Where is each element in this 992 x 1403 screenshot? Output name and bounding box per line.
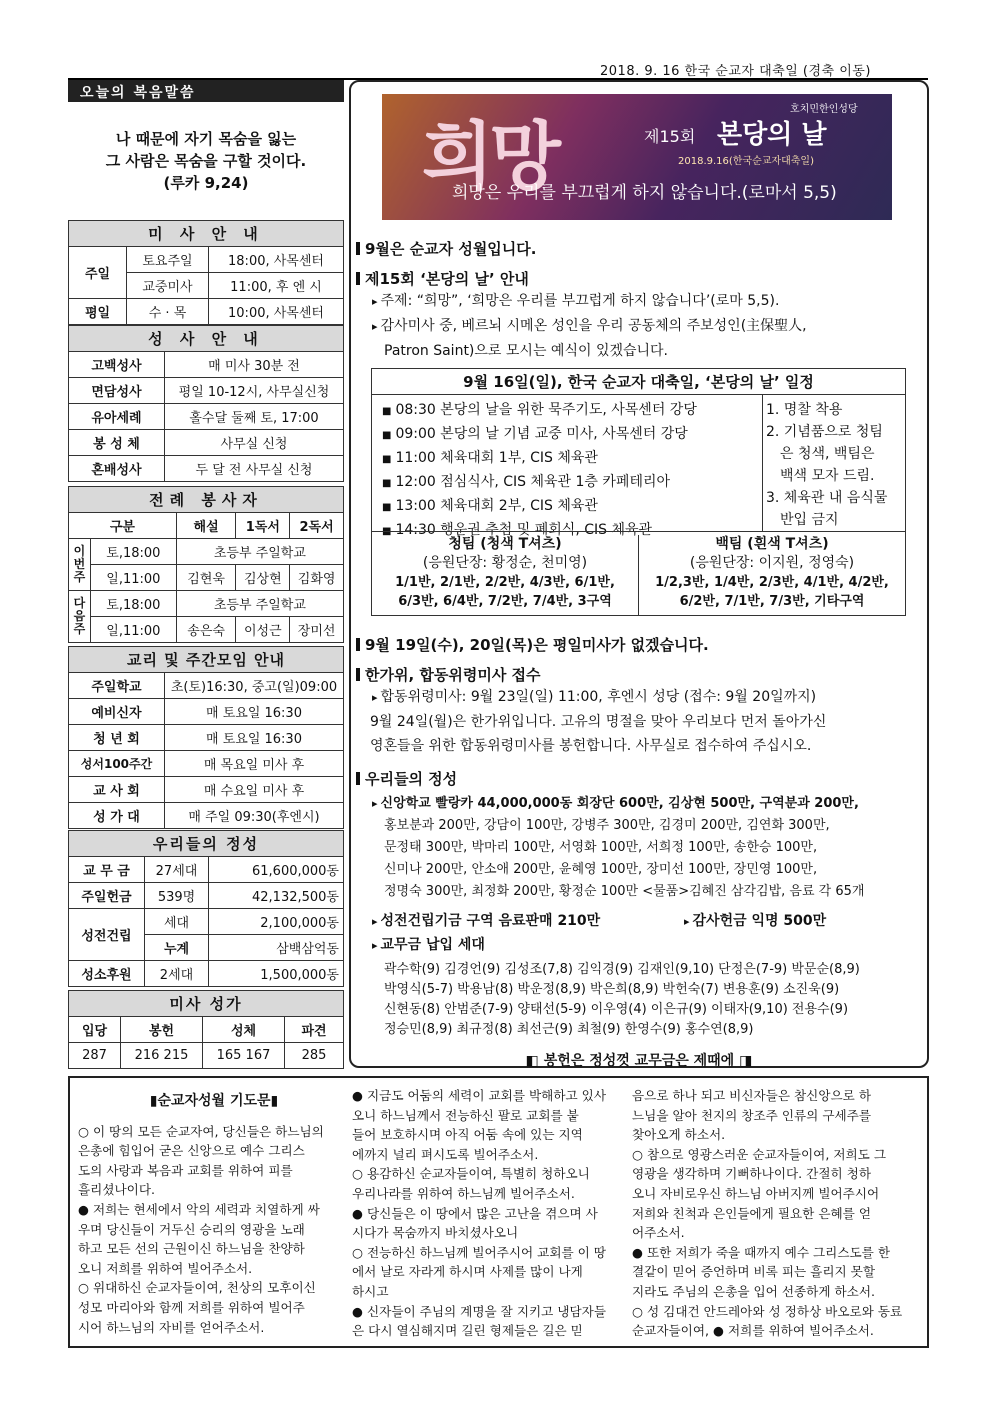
team-title: 백팀 (흰색 T셔츠) xyxy=(715,536,829,552)
sacrament-value: 평일 10-12시, 사무실신청 xyxy=(165,378,344,404)
prayer-line: 은총에 힘입어 굳은 신앙으로 예수 그리스 xyxy=(78,1143,305,1159)
team-title: 청팀 (청색 T셔츠) xyxy=(448,536,562,552)
liturgy-head: 1독서 xyxy=(236,513,290,539)
prayer-line: ○ 위대하신 순교자들이여, 천상의 모후이신 xyxy=(78,1280,316,1296)
prayer-line: ● 저희는 현세에서 악의 세력과 치열하게 싸 xyxy=(78,1201,320,1217)
prayer-line: 찾아오게 하소서. xyxy=(632,1127,726,1143)
prayer-line: 시어 하느님의 자비를 얻어주소서. xyxy=(78,1319,265,1335)
offering-line: 정명숙 300만, 최정화 200만, 황정순 100만 <물품>김혜진 삼각김밥, 음료 각 65개 xyxy=(384,884,865,899)
prayer-line: 은 다시 열심해지며 길린 형제들은 길은 믿 xyxy=(352,1323,583,1339)
mass-time: 18:00, 사목센터 xyxy=(209,247,344,273)
schedule-note: 1. 명찰 착용 xyxy=(766,402,843,418)
news-heading: 제15회 ‘본당의 날’ 안내 xyxy=(356,268,924,289)
date-line: 2018. 9. 16 한국 순교자 대축일 (경축 이동) xyxy=(600,64,871,79)
prayer-line: 에까지 널리 펴시도록 빌어주소서. xyxy=(352,1146,539,1162)
prayer-line: ● 또한 저희가 죽을 때까지 예수 그리스도를 한 xyxy=(632,1244,890,1260)
meeting-value: 매 주일 09:30(후엔시) xyxy=(165,803,344,829)
prayer-line: ○ 용감하신 순교자들이여, 특별히 청하오니 xyxy=(352,1166,590,1182)
prayer-col-1 xyxy=(78,1086,350,1337)
banner-number: 제15회 xyxy=(644,127,696,146)
mass-name: 수 · 목 xyxy=(127,299,209,325)
offering-line: 문정태 300만, 박마리 100만, 서영화 100만, 서희정 100만, 송한승 100만, xyxy=(384,840,818,855)
schedule-item: ■ 08:30 본당의 날을 위한 묵주기도, 사목센터 강당 xyxy=(382,399,762,423)
mass-group: 평일 xyxy=(69,299,127,325)
prayer-line: 시다가 목숨까지 바치셨사오니 xyxy=(352,1225,519,1241)
prayer-line: 도의 사랑과 복음과 교회를 위하여 피를 xyxy=(78,1162,293,1178)
schedule-box xyxy=(371,368,906,616)
liturgy-c1: 송은숙 xyxy=(176,617,236,643)
gospel-ref: (루카 9,24) xyxy=(163,174,249,192)
schedule-item: ■ 12:00 점심식사, CIS 체육관 1층 카페테리아 xyxy=(382,471,762,495)
prayer-line: 느님을 알아 천지의 창조주 인류의 구세주를 xyxy=(632,1107,871,1123)
prayer-line: ● 당신들은 이 땅에서 많은 고난을 겪으며 사 xyxy=(352,1205,598,1221)
news-heading: 9월은 순교자 성월입니다. xyxy=(356,238,924,259)
prayer-line: 우리나라를 위하여 하느님께 빌어주소서. xyxy=(352,1185,575,1201)
gospel-line: 나 때문에 자기 목숨을 잃는 xyxy=(115,130,297,148)
building-fund: ▸ 성전건립기금 구역 음료판매 210만 xyxy=(372,913,600,929)
schedule-divider xyxy=(762,395,763,531)
prayer-line: 오니 자비로우신 하느님 아버지께 빌어주시어 xyxy=(632,1185,880,1201)
meeting-value: 초(토)16:30, 중고(일)09:00 xyxy=(165,673,344,699)
sacrament-name: 면담성사 xyxy=(69,378,165,404)
news-line: 9월 24일(월)은 한가위입니다. 고유의 명절을 맞아 우리보다 먼저 돌아가신 xyxy=(370,714,827,730)
news-heading: 우리들의 정성 xyxy=(356,768,924,789)
mass-name: 토요주일 xyxy=(127,247,209,273)
prayer-line: 음으로 하나 되고 비신자들은 참신앙으로 하 xyxy=(632,1088,871,1103)
prayer-line: 오니 저희를 위하여 빌어주소서. xyxy=(78,1260,253,1276)
anniversary-banner xyxy=(382,94,892,220)
banner-motto: 희망은 우리를 부끄럽게 하지 않습니다.(로마서 5,5) xyxy=(452,183,837,203)
news-heading: 한가위, 합동위령미사 접수 xyxy=(356,664,924,685)
prayer-line: 지라도 주님의 은총을 입어 선종하게 하소서. xyxy=(632,1283,875,1299)
thanks-offering: ▸ 감사헌금 익명 500만 xyxy=(684,910,826,930)
hymn-value: 165 167 xyxy=(203,1043,285,1069)
support-amount: 1,500,000동 xyxy=(209,961,344,987)
offering-count: 539명 xyxy=(145,883,209,909)
liturgy-head: 2독서 xyxy=(290,513,344,539)
blue-team xyxy=(372,535,638,611)
team-groups: 1/2,3반, 1/4반, 2/3반, 4/1반, 4/2반, xyxy=(655,575,889,590)
meeting-value: 매 목요일 미사 후 xyxy=(165,751,344,777)
mass-title: 미 사 안 내 xyxy=(69,221,344,247)
prayer-line: 성모 마리아와 함께 저희를 위하여 빌어주 xyxy=(78,1299,305,1315)
tithe-line: 신현동(8) 안범준(7-9) 양태선(5-9) 이우영(4) 이은규(9) 이태자(9,10) 전용수(9) xyxy=(384,1002,849,1017)
schedule-notes xyxy=(766,399,904,531)
liturgy-c1: 초등부 주일학교 xyxy=(176,591,343,617)
mass-table xyxy=(68,220,344,325)
hymn-value: 285 xyxy=(285,1043,344,1069)
prayer-line: 오니 하느님께서 전능하신 팔로 교회를 붙 xyxy=(352,1107,579,1123)
prayer-line: ○ 전능하신 하느님께 빌어주시어 교회를 이 땅 xyxy=(352,1244,606,1260)
prayer-line: 저희와 친척과 은인들에게 필요한 은혜를 얻 xyxy=(632,1205,871,1221)
offering-list xyxy=(356,793,924,903)
prayer-line: ● 지금도 어둠의 세력이 교회를 박해하고 있사 xyxy=(352,1088,606,1103)
offering-name: 교 무 금 xyxy=(69,857,145,883)
banner-date: 2018.9.16(한국순교자대축일) xyxy=(678,156,814,167)
hymn-value: 216 215 xyxy=(121,1043,203,1069)
team-groups: 6/3반, 6/4반, 7/2반, 7/4반, 3구역 xyxy=(398,594,612,609)
liturgy-c2: 이성근 xyxy=(236,617,290,643)
team-leaders: (응원단장: 이지원, 정영숙) xyxy=(689,555,855,571)
meeting-value: 매 토요일 16:30 xyxy=(165,725,344,751)
prayer-line: 어주소서. xyxy=(632,1225,685,1241)
news-line: 영혼들을 위한 합동위령미사를 봉헌합니다. 사무실로 접수하여 주십시오. xyxy=(370,738,812,754)
white-team xyxy=(638,535,905,615)
liturgy-day: 일,11:00 xyxy=(90,617,176,643)
prayer-col-2 xyxy=(352,1086,632,1341)
next-week-label: 다음주 xyxy=(69,591,91,643)
support-count: 2세대 xyxy=(145,961,209,987)
prayer-line: 하고 모든 선의 근원이신 하느님을 찬양하 xyxy=(78,1241,305,1257)
news-5 xyxy=(356,768,924,903)
schedule-item: ■ 09:00 본당의 날 기념 교중 미사, 사목센터 강당 xyxy=(382,423,762,447)
liturgy-day: 토,18:00 xyxy=(90,539,176,565)
meeting-value: 매 토요일 16:30 xyxy=(165,699,344,725)
gospel-line: 그 사람은 목숨을 구할 것이다. xyxy=(105,152,307,170)
schedule-note: 백색 모자 드림. xyxy=(780,468,875,484)
offering-amount: 42,132,500동 xyxy=(209,883,344,909)
prayer-line: ○ 이 땅의 모든 순교자여, 당신들은 하느님의 xyxy=(78,1123,324,1139)
news-line: Patron Saint)으로 모시는 예식이 있겠습니다. xyxy=(384,343,669,359)
building-value: 2,100,000동 xyxy=(209,909,344,935)
schedule-list xyxy=(382,399,762,543)
team-leaders: (응원단장: 황정순, 천미영) xyxy=(422,555,588,571)
hymn-head: 성체 xyxy=(203,1017,285,1043)
liturgy-head: 구분 xyxy=(69,513,177,539)
liturgy-title: 전례 봉사자 xyxy=(69,487,344,513)
fund-line xyxy=(356,910,924,930)
hymn-head: 입당 xyxy=(69,1017,121,1043)
news-line: ▸ 주제: “희망”, ‘희망은 우리를 부끄럽게 하지 않습니다’(로마 5,5). xyxy=(356,289,924,314)
prayer-line: 하시고 xyxy=(352,1283,389,1299)
schedule-title: 9월 16일(일), 한국 순교자 대축일, ‘본당의 날’ 일정 xyxy=(372,369,905,395)
sacrament-name: 유아세례 xyxy=(69,404,165,430)
building-name: 성전건립 xyxy=(69,909,145,961)
sacrament-name: 혼배성사 xyxy=(69,456,165,482)
prayer-line: ● 신자들이 주님의 계명을 잘 지키고 냉담자들 xyxy=(352,1303,606,1319)
offering-count: 27세대 xyxy=(145,857,209,883)
liturgy-head: 해설 xyxy=(176,513,236,539)
mass-time: 10:00, 사목센터 xyxy=(209,299,344,325)
meetings-table xyxy=(68,646,344,829)
hymn-value: 287 xyxy=(69,1043,121,1069)
news-2 xyxy=(356,268,924,363)
tithe-title: ▸ 교무금 납입 세대 xyxy=(372,937,485,953)
mass-name: 교중미사 xyxy=(127,273,209,299)
prayer-box xyxy=(68,1076,929,1348)
liturgy-c3: 김화영 xyxy=(290,565,344,591)
schedule-item: ■ 11:00 체육대회 1부, CIS 체육관 xyxy=(382,447,762,471)
building-label: 세대 xyxy=(145,909,209,935)
prayer-title: ▮순교자성월 기도문▮ xyxy=(149,1093,279,1109)
prayer-line: 결같이 믿어 증언하며 비록 피는 흘리지 못할 xyxy=(632,1264,875,1280)
meeting-name: 성서100주간 xyxy=(69,751,165,777)
schedule-item: ■ 14:30 행운권 추첨 및 폐회식, CIS 체육관 xyxy=(382,519,762,543)
offering-line: 홍보분과 200만, 강담이 100만, 강병주 300만, 김경미 200만, 김연화 300만, xyxy=(384,818,830,833)
hymns-title: 미사 성가 xyxy=(69,991,344,1017)
offering-amount: 61,600,000동 xyxy=(209,857,344,883)
prayer-line: 들어 보호하시며 아직 어둠 속에 있는 지역 xyxy=(352,1127,583,1143)
tithe-header xyxy=(356,934,924,954)
tithe-line: 박영식(5-7) 박용남(8) 박운정(8,9) 박은희(8,9) 박헌숙(7) 변용훈(9) 소진욱(9) xyxy=(384,982,840,997)
mass-time: 11:00, 후 엔 시 xyxy=(209,273,344,299)
sacrament-title: 성 사 안 내 xyxy=(69,326,344,352)
prayer-line: 순교자들이여, ● 저희를 위하여 빌어주소서. xyxy=(632,1323,874,1339)
schedule-note: 2. 기념품으로 청팀 xyxy=(766,424,883,440)
news-4 xyxy=(356,664,924,758)
offerings-title: 우리들의 정성 xyxy=(69,831,344,857)
hymn-head: 파견 xyxy=(285,1017,344,1043)
prayer-line: 흘리셨나이다. xyxy=(78,1182,155,1198)
sacrament-value: 사무실 신청 xyxy=(165,430,344,456)
liturgy-c1: 김현욱 xyxy=(176,565,236,591)
sacrament-value: 매 미사 30분 전 xyxy=(165,352,344,378)
sacrament-table xyxy=(68,325,344,482)
news-heading: 9월 19일(수), 20일(목)은 평일미사가 없겠습니다. xyxy=(356,634,924,655)
sacrament-name: 고백성사 xyxy=(69,352,165,378)
team-groups: 1/1반, 2/1반, 2/2반, 4/3반, 6/1반, xyxy=(395,575,615,590)
building-label: 누계 xyxy=(145,935,209,961)
team-groups: 6/2반, 7/1반, 7/3반, 기타구역 xyxy=(679,594,865,609)
news-line: ▸ 감사미사 중, 베르뇌 시메온 성인을 우리 공동체의 주보성인(主保聖人, xyxy=(356,314,924,339)
schedule-note: 은 청색, 백팀은 xyxy=(780,446,875,462)
news-3 xyxy=(356,634,924,655)
hymns-table xyxy=(68,990,344,1069)
building-value: 삼백삼억동 xyxy=(209,935,344,961)
liturgy-day: 토,18:00 xyxy=(90,591,176,617)
liturgy-c2: 김상현 xyxy=(236,565,290,591)
support-name: 성소후원 xyxy=(69,961,145,987)
offering-line: 신미나 200만, 안소애 200만, 윤혜영 100만, 장미선 100만, 장민영 100만, xyxy=(384,862,818,877)
tithe-names xyxy=(356,960,924,1040)
meeting-name: 교 사 회 xyxy=(69,777,165,803)
mass-group: 주일 xyxy=(69,247,127,299)
prayer-line: ○ 성 김대건 안드레아와 성 정하상 바오로와 동료 xyxy=(632,1303,903,1319)
prayer-line: ○ 참으로 영광스러운 순교자들이여, 저희도 그 xyxy=(632,1146,886,1162)
schedule-note: 3. 체육관 내 음식물 xyxy=(766,490,888,506)
liturgy-c3: 장미선 xyxy=(290,617,344,643)
banner-hope: 희망 xyxy=(422,114,557,200)
offering-name: 주일헌금 xyxy=(69,883,145,909)
sacrament-value: 홀수달 둘째 토, 17:00 xyxy=(165,404,344,430)
gospel-text xyxy=(68,128,344,194)
liturgy-day: 일,11:00 xyxy=(90,565,176,591)
liturgy-c1: 초등부 주일학교 xyxy=(176,539,343,565)
schedule-item: ■ 13:00 체육대회 2부, CIS 체육관 xyxy=(382,495,762,519)
sacrament-name: 봉 성 체 xyxy=(69,430,165,456)
meeting-name: 청 년 회 xyxy=(69,725,165,751)
meeting-value: 매 수요일 미사 후 xyxy=(165,777,344,803)
schedule-midline xyxy=(372,531,905,532)
prayer-line: 영광을 생각하며 기뻐하나이다. 간절히 청하 xyxy=(632,1166,871,1182)
meeting-name: 예비신자 xyxy=(69,699,165,725)
gospel-heading: 오늘의 복음말씀 xyxy=(68,80,344,102)
banner-day-name: 본당의 날 xyxy=(717,120,827,150)
liturgy-table xyxy=(68,486,344,643)
news-1 xyxy=(356,238,924,259)
offering-line: ▸ 신앙학교 빨랑카 44,000,000동 회장단 600만, 김상현 500만, 구역분과 200만, xyxy=(372,793,924,815)
meeting-name: 성 가 대 xyxy=(69,803,165,829)
offerings-table xyxy=(68,830,344,987)
schedule-note: 반입 금지 xyxy=(780,512,839,528)
hymn-head: 봉헌 xyxy=(121,1017,203,1043)
banner-church: 호치민한인성당 xyxy=(790,104,858,115)
prayer-line: 우며 당신들이 거두신 승리의 영광을 노래 xyxy=(78,1221,305,1237)
prayer-line: 에서 날로 자라게 하시며 사제를 많이 나게 xyxy=(352,1264,583,1280)
sacrament-value: 두 달 전 사무실 신청 xyxy=(165,456,344,482)
meetings-title: 교리 및 주간모임 안내 xyxy=(69,647,344,673)
news-footer: ◧ 봉헌은 정성껏 교무금은 제때에 ◨ xyxy=(525,1053,753,1069)
news-line: ▸ 합동위령미사: 9월 23일(일) 11:00, 후엔시 성당 (접수: 9월 20일까지) xyxy=(356,685,924,710)
tithe-line: 정승민(8,9) 최규정(8) 최선근(9) 최철(9) 한영수(9) 홍수연(8,9) xyxy=(384,1022,754,1037)
meeting-name: 주일학교 xyxy=(69,673,165,699)
prayer-col-3 xyxy=(632,1086,924,1341)
tithe-line: 곽수학(9) 김경언(9) 김성조(7,8) 김익경(9) 김재인(9,10) 단정은(7-9) 박문순(8,9) xyxy=(384,962,860,977)
this-week-label: 이번주 xyxy=(69,539,91,591)
